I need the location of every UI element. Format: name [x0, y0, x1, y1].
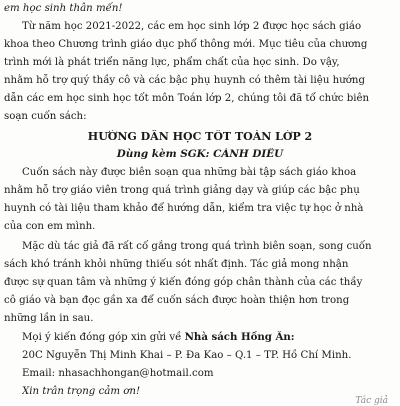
book-subtitle: Dùng kèm SGK: CÁNH DIỀU [116, 148, 284, 160]
publisher-name: Nhà sách Hồng Ân [184, 331, 291, 343]
paragraph3-line: những lần in sau. [4, 313, 94, 324]
paragraph1-line: khoa theo Chương trình giáo dục phổ thông mới. Mục tiêu của chương [4, 39, 368, 50]
paragraph3-line: sách khó tránh khỏi những thiếu sót nhất định. Tác giả mong nhận [4, 259, 349, 270]
paragraph1-line: trình mới là phát triển năng lực, phẩm chất của học sinh. Do vậy, [4, 57, 340, 68]
paragraph1-line: Từ năm học 2021-2022, các em học sinh lớp 2 được học sách giáo [22, 21, 362, 32]
paragraph2-line: nhằm hỗ trợ giáo viên trong quá trình giảng dạy và giúp các bậc phụ [4, 185, 360, 196]
thanks-line: Xin trân trọng cảm ơn! [22, 386, 141, 397]
contact-colon: : [290, 331, 295, 343]
book-title: HƯỚNG DẪN HỌC TỐT TOÁN LỚP 2 [87, 130, 313, 143]
paragraph1-line: nhằm hỗ trợ quý thầy cô và các bậc phụ huynh có thêm tài liệu hướng [4, 75, 365, 86]
address-line: 20C Nguyễn Thị Minh Khai – P. Đa Kao – Q.1 – TP. Hồ Chí Minh. [22, 350, 352, 361]
paragraph2-line: của con em mình. [4, 221, 96, 232]
paragraph1-line: dẫn các em học sinh học tốt môn Toán lớp 2, chúng tôi đã tổ chức biên [4, 93, 370, 104]
contact-intro: Mọi ý kiến đóng góp xin gửi về [22, 332, 185, 343]
paragraph2-line: huynh có tài liệu tham khảo để hướng dẫn, kiểm tra việc tự học ở nhà [4, 203, 364, 214]
paragraph2-line: Cuốn sách này được biên soạn qua những bài tập sách giáo khoa [22, 167, 357, 178]
paragraph1-line: soạn cuốn sách: [4, 111, 87, 122]
paragraph3-line: được sự quan tâm và những ý kiến đóng góp chân thành của các thầy [4, 277, 363, 288]
top-fragment: em học sinh thân mến! [4, 3, 123, 14]
paragraph3-line: cô giáo và bạn đọc gần xa để cuốn sách được hoàn thiện hơn trong [4, 295, 350, 306]
signature-stub: Tác giả [355, 396, 388, 406]
paragraph3-line: Mặc dù tác giả đã rất cố gắng trong quá trình biên soạn, song cuốn [22, 241, 372, 252]
contact-line [22, 331, 400, 344]
email-line: Email: nhasachhongan@hotmail.com [22, 368, 214, 379]
